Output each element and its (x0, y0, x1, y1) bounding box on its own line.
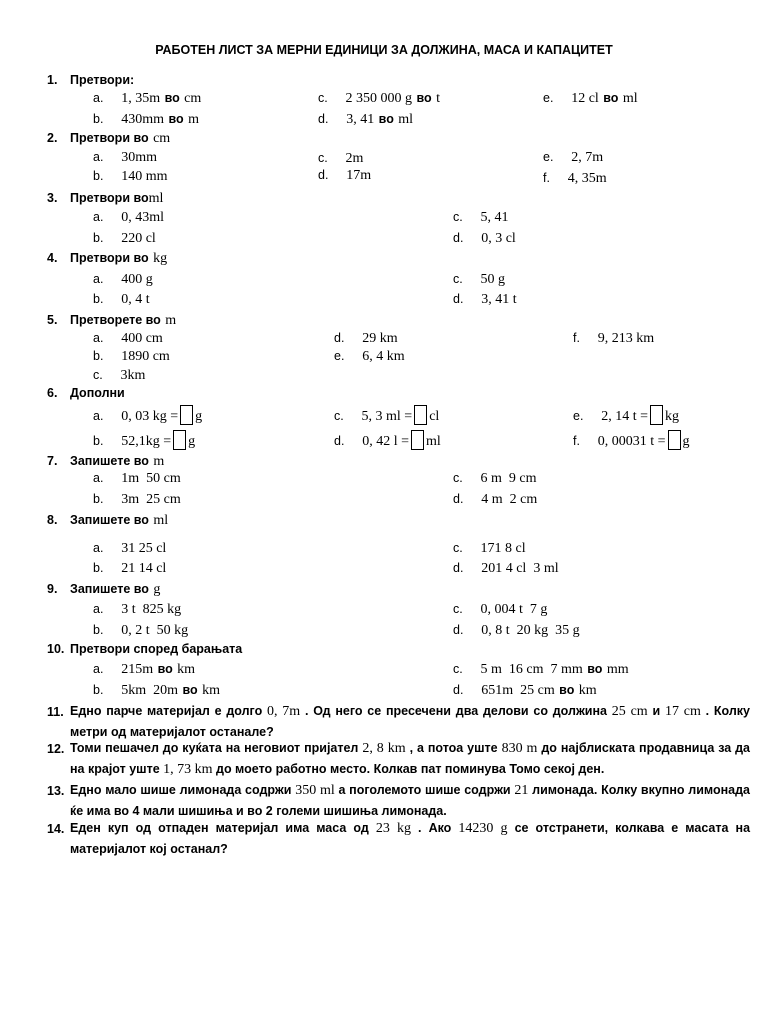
item-9a: a. 3 t 825 kg (93, 602, 182, 617)
item-7b: b. 3m 25 cm (93, 492, 181, 507)
question-14-text: Еден куп од отпаден материјал има маса од 23 kg . Ако 14230 g се отстранети, колкава е масата на материјалот кој останал? (70, 821, 751, 856)
item-10b: b. 5km 20m во km (93, 683, 220, 698)
item-1c: c. 2 350 000 g во t (318, 91, 440, 106)
question-number: 6. (47, 386, 58, 400)
question-title: Претвори: (70, 73, 135, 87)
item-2c: c. 2m (318, 151, 364, 166)
answer-box[interactable] (411, 430, 424, 450)
item-7c: c. 6 m 9 cm (453, 471, 537, 486)
item-1e: e. 12 cl во ml (543, 91, 638, 106)
item-4d: d. 3, 41 t (453, 292, 517, 307)
question-13-text: Едно мало шише лимонада содржи 350 ml а поголемото шише содржи 21 лимонада. Колку вкупно лимонада ќе има во 4 мали шишиња и во 2 големи шишиња лимонада. (70, 783, 751, 818)
question-number-11: 11. (47, 705, 64, 719)
item-3a: a. 0, 43ml (93, 210, 164, 225)
item-8b: b. 21 14 cl (93, 561, 167, 576)
item-2f: f. 4, 35m (543, 171, 607, 186)
question-title: Претвори во kg (70, 251, 168, 266)
worksheet-title: РАБОТЕН ЛИСТ ЗА МЕРНИ ЕДИНИЦИ ЗА ДОЛЖИНА, МАСА И КАПАЦИТЕТ (155, 43, 613, 57)
question-number: 5. (47, 313, 58, 327)
item-3c: c. 5, 41 (453, 210, 509, 225)
item-8d: d. 201 4 cl 3 ml (453, 561, 559, 576)
question-number: 4. (47, 251, 58, 265)
item-2e: e. 2, 7m (543, 150, 604, 165)
answer-box[interactable] (173, 430, 186, 450)
item-3d: d. 0, 3 cl (453, 231, 516, 246)
question-number-14: 14. (47, 822, 65, 836)
item-9d: d. 0, 8 t 20 kg 35 g (453, 623, 580, 638)
item-2d: d. 17m (318, 168, 372, 183)
item-5c: c. 3km (93, 368, 146, 383)
item-4a: a. 400 g (93, 272, 153, 287)
item-8c: c. 171 8 cl (453, 541, 526, 556)
item-5d: d. 29 km (334, 331, 398, 346)
item-10d: d. 651m 25 cm во km (453, 683, 597, 698)
item-9c: c. 0, 004 t 7 g (453, 602, 548, 617)
item-10a: a. 215m во km (93, 662, 196, 677)
question-number: 2. (47, 131, 58, 145)
item-8a: a. 31 25 cl (93, 541, 167, 556)
item-6a: a. 0, 03 kg = g (93, 405, 202, 425)
question-number-13: 13. (47, 784, 65, 798)
item-5f: f. 9, 213 km (573, 331, 655, 346)
question-title: Запишете во ml (70, 513, 169, 528)
item-3b: b. 220 cl (93, 231, 156, 246)
item-1b: b. 430mm во m (93, 112, 199, 127)
item-4c: c. 50 g (453, 272, 506, 287)
question-title: Запишете во g (70, 582, 161, 597)
question-number: 3. (47, 191, 58, 205)
question-number-12: 12. (47, 742, 65, 756)
item-6d: d. 0, 42 l = ml (334, 430, 441, 450)
item-6e: e. 2, 14 t = kg (573, 405, 679, 425)
question-number: 1. (47, 73, 58, 87)
answer-box[interactable] (180, 405, 193, 425)
item-1a: a. 1, 35m во cm (93, 91, 202, 106)
item-10c: c. 5 m 16 cm 7 mm во mm (453, 662, 629, 677)
answer-box[interactable] (414, 405, 427, 425)
answer-box[interactable] (668, 430, 681, 450)
question-number: 9. (47, 582, 58, 596)
item-5e: e. 6, 4 km (334, 349, 405, 364)
item-6f: f. 0, 00031 t = g (573, 430, 690, 450)
item-2a: a. 30mm (93, 150, 157, 165)
question-12-text: Томи пешачел до куќата на неговиот пријател 2, 8 km , а потоа уште 830 m до најблиската продавница за да на крајот уште 1, 73 km до моето работно место. Колкав пат поминува Томо секој ден. (70, 741, 751, 777)
item-5a: a. 400 cm (93, 331, 163, 346)
answer-box[interactable] (650, 405, 663, 425)
question-title: Претвори во cm (70, 131, 171, 146)
item-1d: d. 3, 41 во ml (318, 112, 414, 127)
question-number: 8. (47, 513, 58, 527)
item-7d: d. 4 m 2 cm (453, 492, 538, 507)
question-title: Запишете во m (70, 454, 165, 469)
question-number: 10. (47, 642, 65, 656)
question-title: Претворете во m (70, 313, 177, 328)
question-11-text: Едно парче материјал е долго 0, 7m . Од него се пресечени два делови со должина 25 cm и 17 cm . Колку метри од материјалот останале? (70, 704, 750, 739)
item-6c: c. 5, 3 ml = cl (334, 405, 439, 425)
item-6b: b. 52,1kg = g (93, 430, 195, 450)
question-title: Претвори според барањата (70, 642, 243, 656)
question-number: 7. (47, 454, 58, 468)
item-2b: b. 140 mm (93, 169, 168, 184)
item-7a: a. 1m 50 cm (93, 471, 181, 486)
question-title: Претвори воml (70, 191, 164, 206)
item-9b: b. 0, 2 t 50 kg (93, 623, 189, 638)
item-4b: b. 0, 4 t (93, 292, 150, 307)
question-title: Дополни (70, 386, 125, 400)
item-5b: b. 1890 cm (93, 349, 170, 364)
